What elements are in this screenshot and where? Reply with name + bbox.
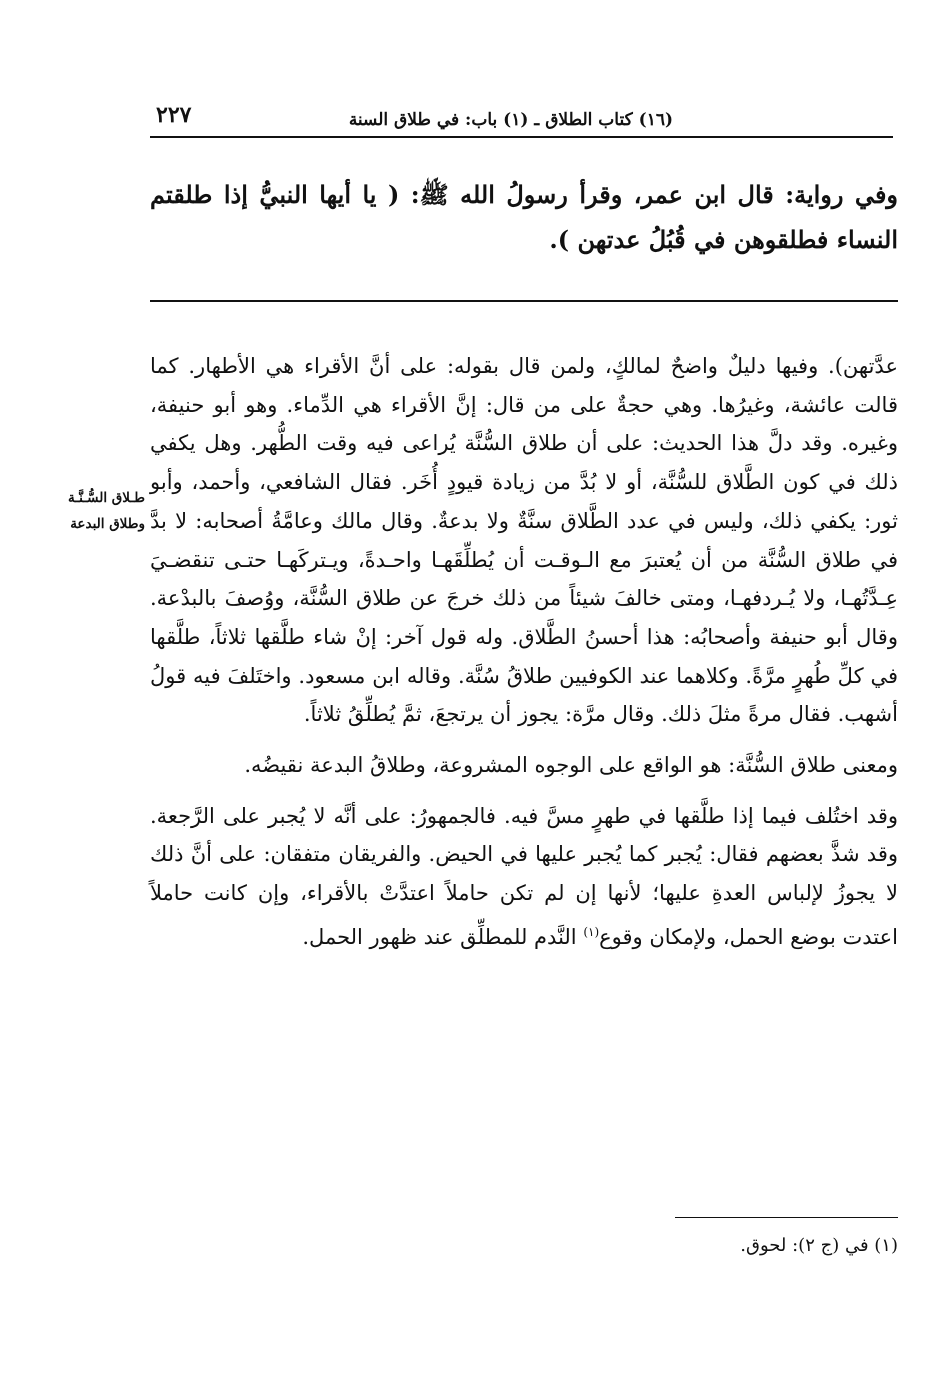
page-number: ٢٢٧ (156, 102, 192, 128)
hadith-text: وفي رواية: قال ابن عمر، وقرأ رسولُ الله ﷺ: ( يا أيها النبيُّ إذا طلقتم النساء فطلقوهن في قُبُلُ عدتهن ). (150, 180, 898, 254)
commentary-paragraph-2: ومعنى طلاق السُّنَّة: هو الواقع على الوجوه المشروعة، وطلاقُ البدعة نقيضُه. (244, 753, 898, 778)
footnote-reference: (١) (583, 924, 600, 939)
margin-note (10, 485, 145, 537)
margin-note-line: طـلاق السُّـنَّـة (67, 490, 145, 506)
commentary-body (150, 347, 898, 957)
paragraph-3-text-end: النَّدم للمطلِّق عند ظهور الحمل. (302, 924, 584, 949)
commentary-paragraph-1: عدَّتهن). وفيها دليلٌ واضحٌ لمالكٍ، ولمن قال بقوله: على أنَّ الأقراء هي الأطهار. كما قالت عائشة، وغيرُها. وهي حجةٌ على من قال: إنَّ الأقراء هي الدِّماء. وهو أبو حنيفة، وغيره. وقد دلَّ هذا الحديث: على أن طلاق السُّنَّة يُراعى فيه وقت الطُّهر. وهل يكفي ذلك في كون الطَّلاق للسُّنَّة، أو لا بُدَّ من زيادة قيودٍ أُخَر. فقال الشافعي، وأحمد، وأبو ثور: يكفي ذلك، وليس في عدد الطَّلاق سنَّةٌ ولا بدعةٌ. وقال مالك وعامَّةُ أصحابه: لا بدَّ في طلاق السُّنَّة من أن يُعتبرَ مع الـوقـت أن يُطلِّقَهـا واحـدةً، ويـتركَهـا حتـى تنقضـيَ عِـدَّتُهـا، ولا يُـردفهـا، ومتى خالفَ شيئاً من ذلك خرجَ عن طلاق السُّنَّة، ووُصفَ بالبدْعة. وقال أبو حنيفة وأصحابُه: هذا أحسنُ الطَّلاق. وله قول آخر: إنْ شاء طلَّقها ثلاثاً، طلَّقها في كلِّ طُهرٍ مرَّةً. وكلاهما عند الكوفيين طلاقُ سُنَّة. وقاله ابن مسعود. واختَلفَ فيه قولُ أشهب. فقال مرةً مثلَ ذلك. وقال مرَّة: يجوز أن يرتجعَ، ثمَّ يُطلِّقُ ثلاثاً. (150, 354, 898, 727)
section-divider (150, 300, 898, 302)
commentary-paragraph-3 (150, 797, 898, 957)
paragraph-3-text: وقد اختُلف فيما إذا طلَّقها في طهرٍ مسَّ فيه. فالجمهورُ: على أنَّه لا يُجبر على الرَّجعة. وقد شذَّ بعضهم فقال: يُجبر كما يُجبر عليها في الحيض. والفريقان متفقان: على أنَّ ذلك لا يجوزُ لإلباس العدةِ عليها؛ لأنها إن لم تكن حاملاً اعتدَّتْ بالأقراء، وإن كانت حاملاً اعتدت بوضع الحمل، ولإمكان وقوع (150, 803, 898, 949)
margin-note-line: وطلاق البدعة (70, 516, 145, 532)
running-title: (١٦) كتاب الطلاق ـ (١) باب: في طلاق السنة (348, 110, 673, 130)
page-header (150, 100, 893, 138)
footnote: (١) في (ج ٢): لحوق. (740, 1235, 898, 1256)
footnote-divider (675, 1217, 898, 1218)
